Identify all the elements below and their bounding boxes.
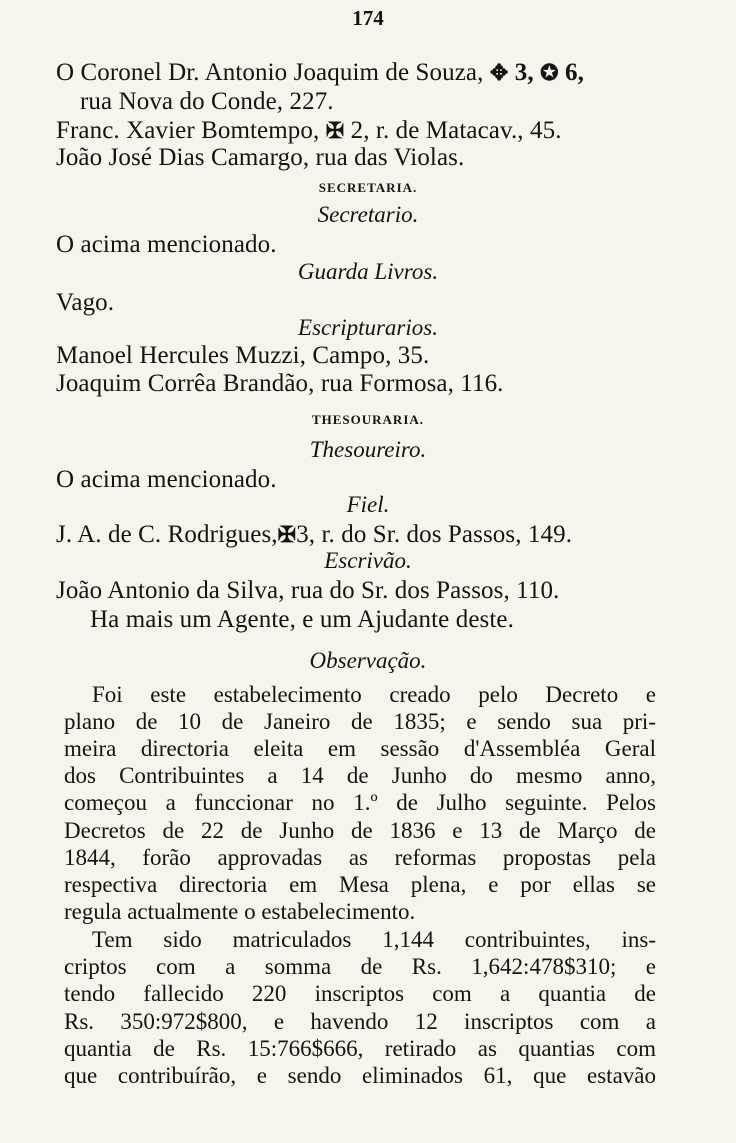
subheading-fiel: Fiel.	[346, 492, 390, 517]
escripturario-entry: Manoel Hercules Muzzi, Campo, 35.	[56, 342, 430, 369]
order-value: 3,	[514, 59, 534, 86]
entry-bomtempo	[56, 116, 562, 146]
escripturario-entry: Joaquim Corrêa Brandão, rua Formosa, 116.	[56, 370, 504, 397]
order-rose-icon: ✪	[540, 60, 559, 85]
escrivao-entry: João Antonio da Silva, rua do Sr. dos Passos, 110.	[56, 577, 560, 604]
fiel-name: J. A. de C. Rodrigues,	[56, 521, 278, 548]
paragraph-line: tendo fallecido 220 inscriptos com a quantia de	[64, 981, 656, 1006]
paragraph-line: regula actualmente o estabelecimento.	[64, 899, 416, 924]
entry-name: O Coronel Dr. Antonio Joaquim de Souza,	[56, 59, 484, 86]
subheading-observacao: Observação.	[309, 648, 427, 673]
fiel-address: 3, r. do Sr. dos Passos, 149.	[296, 521, 573, 548]
paragraph-line: Tem sido matriculados 1,144 contribuintes, ins-	[92, 927, 656, 952]
paragraph-line: meira directoria eleita em sessão d'Assembléa Geral	[64, 736, 656, 761]
section-heading-thesouraria: THESOURARIA.	[311, 412, 425, 427]
agente-note: Ha mais um Agente, e um Ajudante deste.	[90, 606, 514, 633]
paragraph-line: Rs. 350:972$800, e havendo 12 inscriptos com a	[64, 1009, 656, 1034]
paragraph-line: Foi este estabelecimento creado pelo Decreto e	[92, 682, 656, 707]
paragraph-line: quantia de Rs. 15:766$666, retirado as quantias com	[64, 1036, 656, 1061]
paragraph-line: Decretos de 22 de Junho de 1836 e 13 de Março de	[64, 818, 656, 843]
entry-souza-address: rua Nova do Conde, 227.	[80, 88, 334, 115]
section-heading-secretaria: SECRETARIA.	[318, 180, 418, 195]
page-number: 174	[352, 6, 384, 30]
entry-camargo: João José Dias Camargo, rua das Violas.	[56, 144, 465, 171]
paragraph-line: 1844, forão approvadas as reformas propostas pela	[64, 845, 656, 870]
order-value: 6,	[564, 59, 584, 86]
paragraph-line: criptos com a somma de Rs. 1,642:478$310; e	[64, 954, 656, 979]
paragraph-line: começou a funccionar no 1.º de Julho seguinte. Pelos	[64, 790, 656, 815]
paragraph-line: plano de 10 de Janeiro de 1835; e sendo sua pri-	[64, 709, 656, 734]
order-cross-icon: ✥	[489, 60, 509, 85]
subheading-guarda-livros: Guarda Livros.	[297, 259, 439, 284]
secretario-entry: O acima mencionado.	[56, 231, 277, 258]
subheading-secretario: Secretario.	[317, 202, 419, 227]
paragraph-line: respectiva directoria em Mesa plena, e por ellas se	[64, 872, 656, 897]
thesoureiro-entry: O acima mencionado.	[56, 466, 277, 493]
order-cross-icon: ✠	[325, 118, 345, 143]
guarda-livros-entry: Vago.	[56, 289, 115, 316]
fiel-entry	[56, 520, 572, 550]
entry-name: Franc. Xavier Bomtempo,	[56, 117, 320, 144]
subheading-thesoureiro: Thesoureiro.	[309, 437, 427, 462]
subheading-escripturarios: Escripturarios.	[298, 315, 438, 340]
order-cross-icon: ✠	[277, 522, 297, 547]
entry-souza	[56, 58, 584, 88]
paragraph-line: que contribuírão, e sendo eliminados 61, que estavão	[64, 1063, 656, 1088]
subheading-escrivao: Escrivão.	[324, 548, 412, 573]
entry-address: 2, r. de Matacav., 45.	[350, 117, 562, 144]
paragraph-line: dos Contribuintes a 14 de Junho do mesmo anno,	[64, 763, 656, 788]
